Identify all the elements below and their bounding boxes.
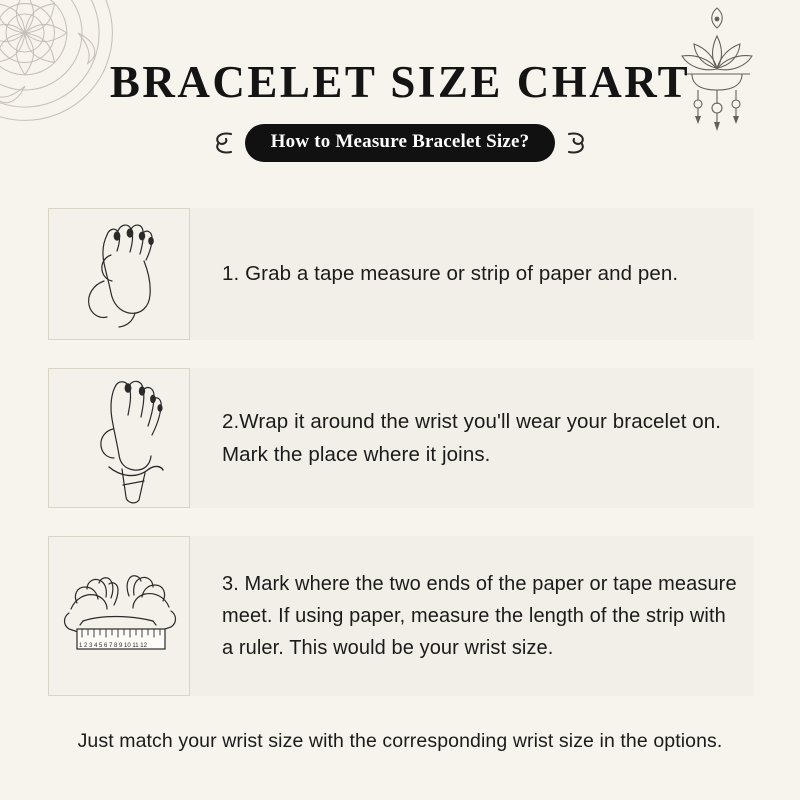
hand-with-tape-measure-illustration bbox=[49, 209, 190, 340]
svg-text:1 2 3 4 5 6 7 8 9 10 11 12: 1 2 3 4 5 6 7 8 9 10 11 12 bbox=[79, 643, 147, 649]
step-1-text: 1. Grab a tape measure or strip of paper and pen. bbox=[222, 262, 679, 286]
list-item bbox=[48, 536, 754, 696]
hand-wrapping-tape-around-wrist-illustration bbox=[49, 369, 190, 508]
swirl-flourish-icon bbox=[565, 128, 591, 158]
page-title: BRACELET SIZE CHART bbox=[109, 57, 691, 107]
subtitle-pill: How to Measure Bracelet Size? bbox=[245, 124, 556, 162]
footer-note: Just match your wrist size with the corresponding wrist size in the options. bbox=[77, 730, 723, 752]
list-item bbox=[48, 368, 754, 508]
steps-list bbox=[48, 208, 754, 724]
step-2-illustration bbox=[48, 368, 190, 508]
step-3-text: 3. Mark where the two ends of the paper or tape measure meet. If using paper, measure the length of the strip with a ruler. This would be your wrist size. bbox=[222, 573, 737, 659]
step-2-text: 2.Wrap it around the wrist you'll wear your bracelet on. Mark the place where it joins. bbox=[222, 409, 722, 466]
swirl-flourish-icon bbox=[209, 128, 235, 158]
list-item bbox=[48, 208, 754, 340]
subtitle-row bbox=[0, 124, 800, 162]
step-3-illustration bbox=[48, 536, 190, 696]
hands-measuring-strip-with-ruler-illustration bbox=[49, 537, 190, 696]
step-1-illustration bbox=[48, 208, 190, 340]
